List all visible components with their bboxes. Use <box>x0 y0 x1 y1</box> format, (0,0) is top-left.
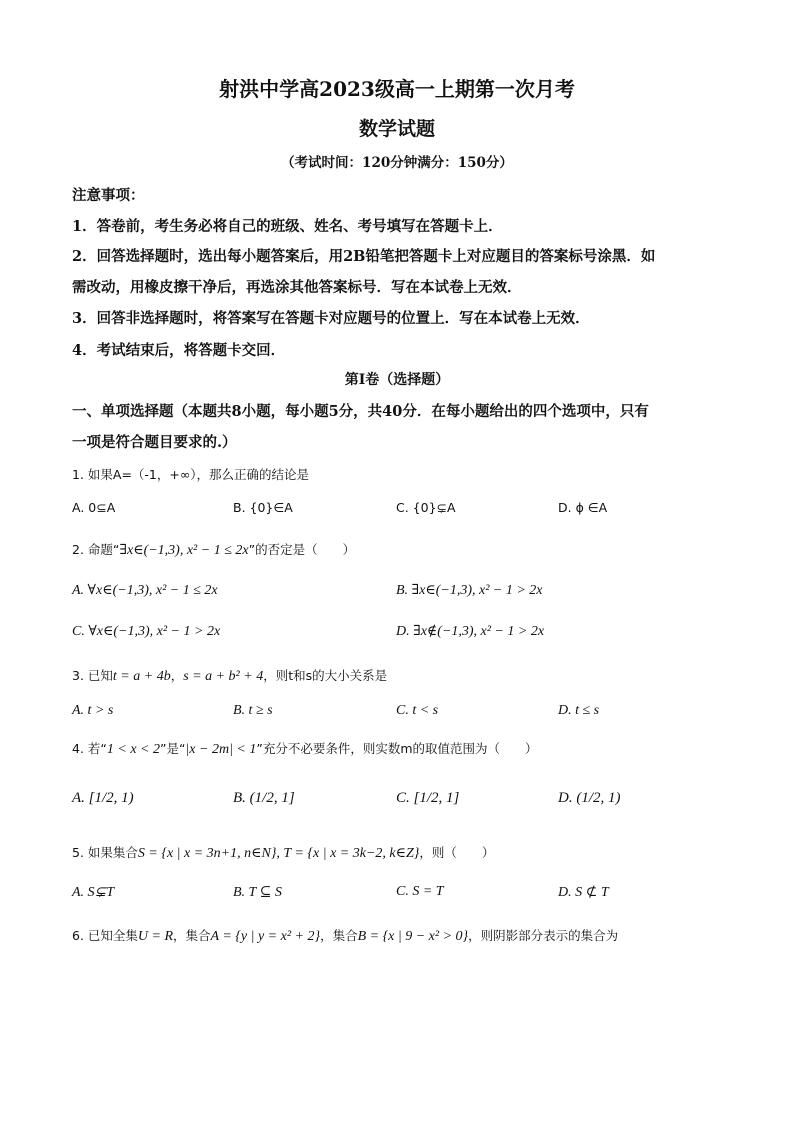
question-6-stem <box>72 926 618 945</box>
notice-item-4: 4．考试结束后，将答题卡交回． <box>72 342 286 359</box>
question-4-option-c: C. [1/2, 1] <box>396 790 460 806</box>
question-4-stem-prefix: 4. 若“ <box>72 741 107 756</box>
question-3-stem-suffix: ，则t和s的大小关系是 <box>263 668 388 683</box>
question-2-stem <box>72 540 355 559</box>
question-2-stem-suffix: ”的否定是（ ） <box>248 542 356 557</box>
question-4-option-a: A. [1/2, 1) <box>72 790 134 806</box>
question-3-stem-math-s: s = a + b² + 4 <box>183 669 264 684</box>
notice-item-1: 1．答卷前，考生务必将自己的班级、姓名、考号填写在答题卡上． <box>72 218 503 235</box>
question-3-stem-prefix: 3. 已知 <box>72 668 113 683</box>
question-3-stem <box>72 666 387 685</box>
question-5-stem-prefix: 5. 如果集合 <box>72 845 138 860</box>
part1-heading: 第I卷（选择题） <box>344 372 450 388</box>
question-5-option-b: B. T ⊆ S <box>233 885 282 900</box>
question-1-option-c: C. {0}⊊A <box>396 500 456 515</box>
question-3-option-d: D. t ≤ s <box>558 703 600 718</box>
question-5-stem <box>72 843 494 862</box>
question-1-option-d: D. ϕ ∈A <box>558 500 608 515</box>
question-4-stem-math-1: 1 < x < 2 <box>106 742 160 757</box>
exam-title: 射洪中学高2023级高一上期第一次月考 <box>219 77 575 101</box>
question-6-stem-suffix: ，则阴影部分表示的集合为 <box>468 928 619 943</box>
question-6-stem-sep-1: ，集合 <box>173 928 211 943</box>
question-2-option-a: A. ∀x∈(−1,3), x² − 1 ≤ 2x <box>72 583 218 598</box>
question-5-option-d: D. S ⊄ T <box>558 885 609 900</box>
question-2-option-c: C. ∀x∈(−1,3), x² − 1 > 2x <box>72 624 221 639</box>
question-4-option-d: D. (1/2, 1) <box>558 790 621 806</box>
question-5-stem-math: S = {x | x = 3n+1, n∈N}, T = {x | x = 3k−2, k∈Z} <box>137 846 420 861</box>
question-4-option-b: B. (1/2, 1] <box>233 790 295 806</box>
question-4-stem-sep: ”是“ <box>160 741 186 756</box>
question-5-stem-suffix: ，则（ ） <box>419 845 495 860</box>
question-3-option-b: B. t ≥ s <box>233 703 273 718</box>
exam-info: （考试时间：120分钟满分：150分） <box>281 155 513 171</box>
question-6-stem-math-u: U = R <box>137 929 174 944</box>
question-3-option-c: C. t < s <box>396 703 439 718</box>
question-6-stem-math-a: A = {y | y = x² + 2} <box>210 929 321 944</box>
question-3-option-a: A. t > s <box>72 703 114 718</box>
section-instruction-line1: 一、单项选择题（本题共8小题，每小题5分，共40分．在每小题给出的四个选项中，只有 <box>72 403 649 420</box>
question-4-stem <box>72 739 538 758</box>
question-1-option-b: B. {0}∈A <box>233 500 293 515</box>
section-instruction-line2: 一项是符合题目要求的.） <box>72 434 237 451</box>
question-4-stem-suffix: ”充分不必要条件，则实数m的取值范围为（ ） <box>256 741 538 756</box>
question-3-stem-math-t: t = a + 4b <box>112 669 171 684</box>
exam-subject: 数学试题 <box>358 118 435 140</box>
question-6-stem-sep-2: ，集合 <box>320 928 358 943</box>
question-2-stem-math: ∃x∈(−1,3), x² − 1 ≤ 2x <box>119 543 249 558</box>
question-2-stem-prefix: 2. 命题“ <box>72 542 120 557</box>
notice-item-2-cont: 需改动，用橡皮擦干净后，再选涂其他答案标号．写在本试卷上无效． <box>72 279 522 296</box>
question-2-option-b: B. ∃x∈(−1,3), x² − 1 > 2x <box>396 583 543 598</box>
question-3-stem-sep: ， <box>170 668 184 683</box>
notice-heading: 注意事项： <box>72 187 145 204</box>
question-5-option-c: C. S = T <box>396 884 444 899</box>
question-6-stem-prefix: 6. 已知全集 <box>72 928 138 943</box>
question-4-stem-math-2: |x − 2m| < 1 <box>185 742 257 757</box>
question-5-option-a: A. S⊊T <box>72 885 115 900</box>
notice-item-2: 2．回答选择题时，选出每小题答案后，用2B铅笔把答题卡上对应题目的答案标号涂黑．如 <box>72 248 656 265</box>
question-1-option-a: A. 0⊆A <box>72 500 116 515</box>
question-6-stem-math-b: B = {x | 9 − x² > 0} <box>357 929 469 944</box>
question-2-option-d: D. ∃x∉(−1,3), x² − 1 > 2x <box>396 624 545 639</box>
question-1-stem: 1. 如果A=（-1，+∞），那么正确的结论是 <box>72 467 310 482</box>
notice-item-3: 3．回答非选择题时，将答案写在答题卡对应题号的位置上．写在本试卷上无效． <box>72 310 590 327</box>
